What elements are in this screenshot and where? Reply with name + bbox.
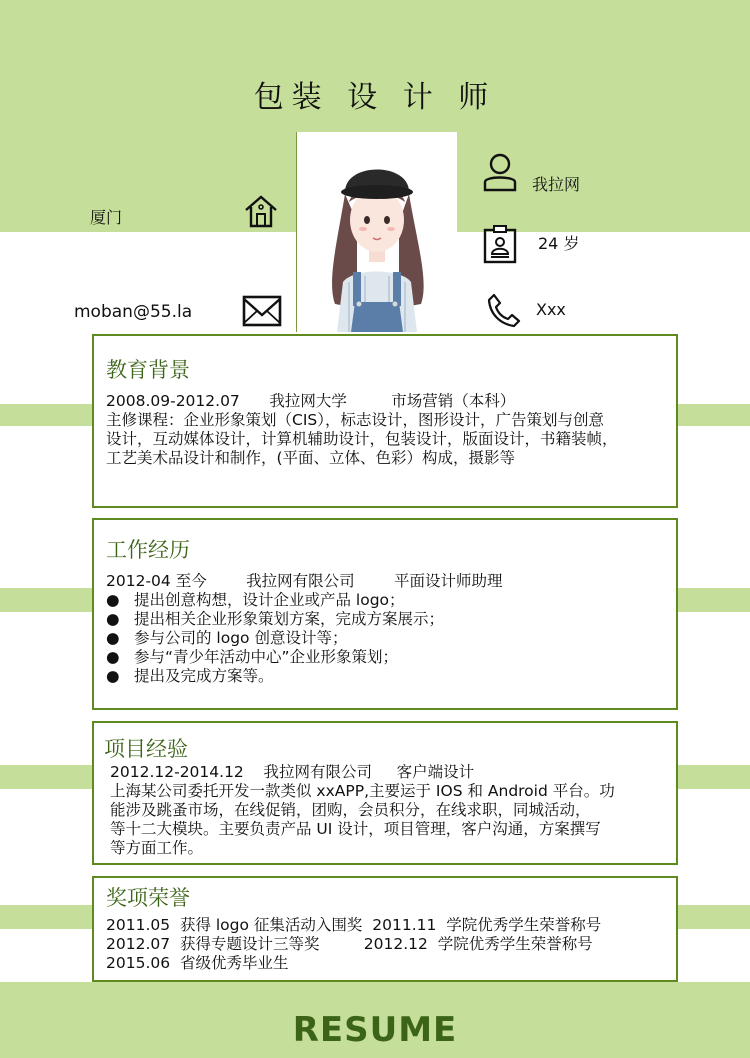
list-item-text: 参与“青少年活动中心”企业形象策划； (134, 648, 399, 666)
section-title: 工作经历 (106, 538, 190, 562)
list-item: ● 参与“青少年活动中心”企业形象策划； (106, 648, 399, 666)
section-title: 教育背景 (106, 358, 190, 382)
portrait-illustration (297, 132, 457, 332)
list-item-text: 提出及完成方案等。 (134, 667, 274, 685)
education-line: 工艺美术品设计和制作，(平面、立体、色彩）构成，摄影等 (106, 449, 516, 467)
id-card-icon (482, 224, 518, 268)
project-line: 上海某公司委托开发一款类似 xxAPP,主要运于 IOS 和 Android 平台。功 (110, 782, 615, 800)
work-line: 2012-04 至今 我拉网有限公司 平面设计师助理 (106, 572, 503, 590)
city-text: 厦门 (90, 208, 123, 227)
name-text: 我拉网 (532, 175, 581, 194)
education-line: 2008.09-2012.07 我拉网大学 市场营销（本科） (106, 392, 516, 410)
section-body (106, 572, 503, 686)
phone-text: Xxx (536, 300, 566, 319)
person-icon (482, 152, 518, 196)
project-line: 等十二大模块。主要负责产品 UI 设计，项目管理，客户沟通，方案撰写 (110, 820, 601, 838)
list-item-text: 提出相关企业形象策划方案，完成方案展示； (134, 610, 445, 628)
education-line: 设计，互动媒体设计，计算机辅助设计，包装设计，版面设计，书籍装帧， (106, 430, 618, 448)
project-line: 等方面工作。 (110, 839, 204, 857)
list-item: ● 参与公司的 logo 创意设计等； (106, 629, 348, 647)
awards-section (92, 876, 678, 982)
resume-label: RESUME (292, 1010, 458, 1050)
list-item: ● 提出相关企业形象策划方案，完成方案展示； (106, 610, 445, 628)
award-line: 2011.05 获得 logo 征集活动入围奖 2011.11 学院优秀学生荣誉称号 (106, 916, 602, 934)
work-section (92, 518, 678, 710)
mail-icon (242, 295, 282, 331)
age-text: 24 岁 (538, 234, 580, 253)
award-line: 2015.06 省级优秀毕业生 (106, 954, 289, 972)
project-line: 2012.12-2014.12 我拉网有限公司 客户端设计 (110, 763, 475, 781)
page-title: 包装 设 计 师 (253, 80, 497, 115)
profile-photo (296, 132, 457, 332)
project-section (92, 721, 678, 865)
list-item: ● 提出创意构想，设计企业或产品 logo； (106, 591, 405, 609)
award-line: 2012.07 获得专题设计三等奖 2012.12 学院优秀学生荣誉称号 (106, 935, 593, 953)
education-section (92, 334, 678, 508)
section-body (110, 763, 615, 858)
section-title: 奖项荣誉 (106, 886, 190, 910)
email-text: moban@55.la (74, 302, 193, 322)
section-title: 项目经验 (104, 737, 188, 761)
list-item-text: 提出创意构想，设计企业或产品 logo； (134, 591, 405, 609)
education-line: 主修课程：企业形象策划（CIS），标志设计，图形设计，广告策划与创意 (106, 411, 604, 429)
section-body (106, 916, 601, 973)
list-item-text: 参与公司的 logo 创意设计等； (134, 629, 348, 647)
list-item: ● 提出及完成方案等。 (106, 667, 274, 685)
section-body (106, 392, 618, 468)
home-icon (242, 192, 280, 234)
phone-icon (486, 292, 522, 332)
project-line: 能涉及跳蚤市场，在线促销，团购，会员积分，在线求职，同城活动， (110, 801, 591, 819)
